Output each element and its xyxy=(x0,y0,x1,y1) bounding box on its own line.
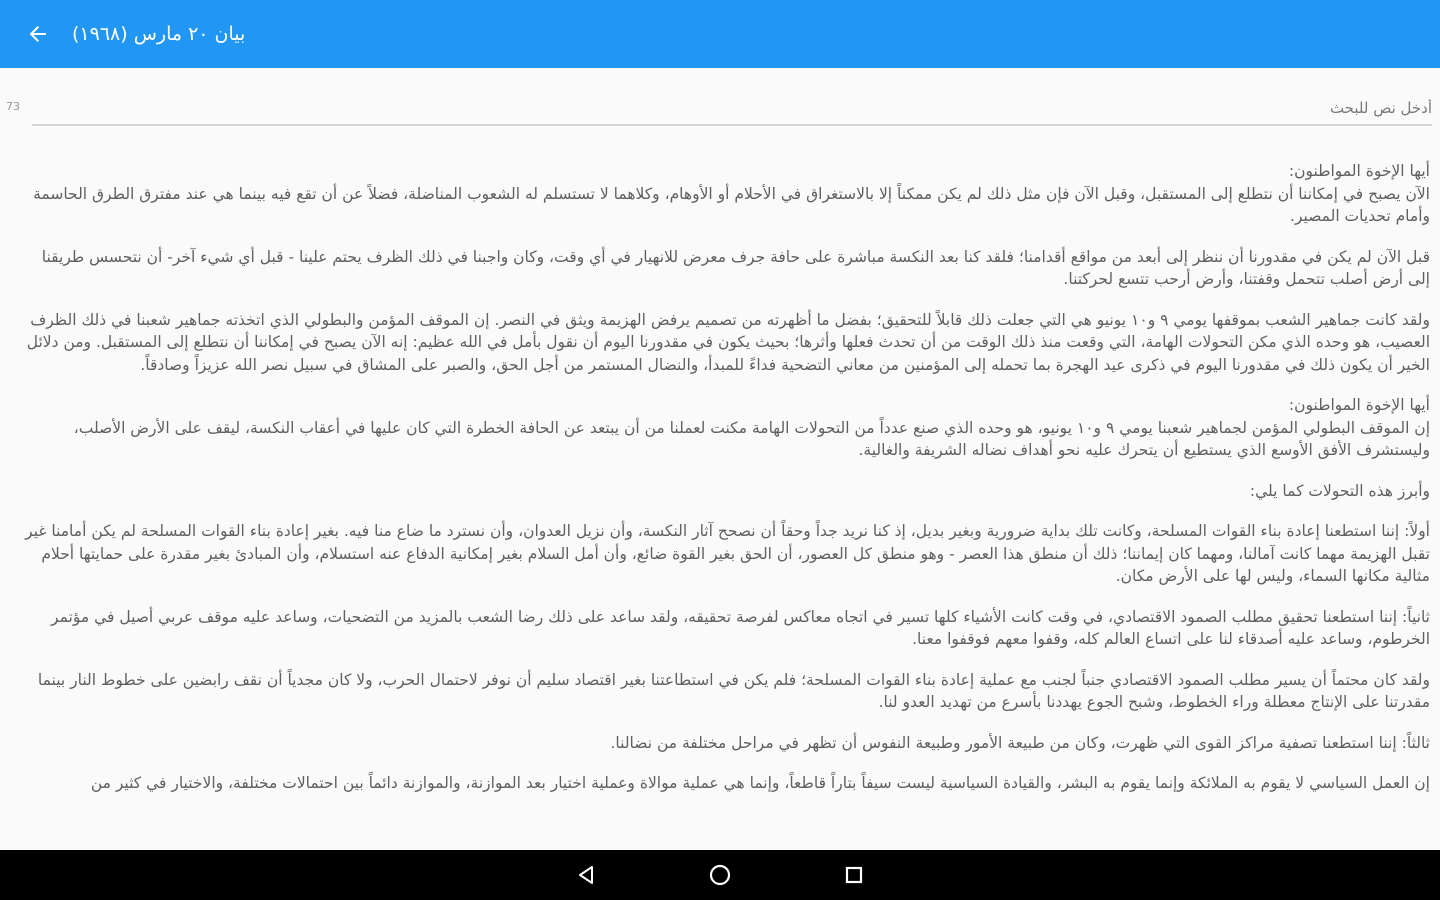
arrow-back-icon[interactable] xyxy=(22,18,54,50)
search-bar xyxy=(32,92,1432,130)
app-bar xyxy=(0,0,1440,68)
search-input[interactable] xyxy=(32,92,1432,126)
paragraph: أيها الإخوة المواطنون: الآن يصبح في إمكاننا أن نتطلع إلى المستقبل، وقبل الآن فإن مثل ذلك لم يكن ممكناً إلا بالاستغراق في الأحلام أو الأوهام، وكلاهما لا تستسلم له الشعوب المناضلة، فضلاً عن أن تقع فيه بينما هي عند مفترق الطرق الحاسمة وأمام تحديات المصير. xyxy=(33,162,1430,225)
paragraph: ولقد كان محتماً أن يسير مطلب الصمود الاقتصادي جنباً لجنب مع عملية إعادة بناء القوات المسلحة؛ فلم يكن في استطاعتنا بغير اقتصاد سليم أن نوفر لاحتمال الحرب، ولا كان مجدياً أن نقف رابضين على خطوط النار بينما مقدرتنا على الإنتاج معطلة وراء الخطوط، وشبح الجوع يهددنا بأسرع من تهديد العدو لنا. xyxy=(37,670,1430,711)
paragraph: أيها الإخوة المواطنون: إن الموقف البطولي المؤمن لجماهير شعبنا يومي ٩ و١٠ يونيو، هو وحده الذي صنع عدداً من التحولات الهامة مكنت لعملنا من أن يبتعد عن الحافة الخطرة التي كان عليها في أعقاب النكسة، ليقف على الأرض الأصلب، وليستشرف الأفق الأوسع الذي يستطيع أن يتحرك عليه نحو أهداف نضاله الشريفة والغالية. xyxy=(73,396,1430,459)
paragraph: وأبرز هذه التحولات كما يلي: xyxy=(1249,481,1430,500)
system-nav-bar xyxy=(0,850,1440,900)
nav-recents-square-icon[interactable] xyxy=(842,863,866,887)
paragraph: قبل الآن لم يكن في مقدورنا أن ننظر إلى أبعد من مواقع أقدامنا؛ فلقد كنا بعد النكسة مباشرة على حافة جرف معرض للانهيار في أي وقت، وكان واجبنا في ذلك الظرف يحتم علينا - قبل أي شيء آخر- أن نتحسس طريقنا إلى أرض أصلب تتحمل وقفتنا، وأرض أرحب تتسع لحركتنا. xyxy=(41,247,1430,288)
paragraph: إن العمل السياسي لا يقوم به الملائكة وإنما يقوم به البشر، والقيادة السياسية ليست سيفاً بتاراً قاطعاً، وإنما هي عملية موالاة وعملية اختيار بعد الموازنة، والموازنة دائماً بين احتمالات مختلفة، والاختيار في كثير من xyxy=(90,774,1430,792)
nav-back-triangle-icon[interactable] xyxy=(574,863,598,887)
paragraph: ثالثاً: إننا استطعنا تصفية مراكز القوى التي ظهرت، وكان من طبيعة الأمور وطبيعة النفوس أن تظهر في مراحل مختلفة من نضالنا. xyxy=(610,733,1430,752)
page-title: بيان ٢٠ مارس (١٩٦٨) xyxy=(72,23,246,45)
paragraph: أولاً: إننا استطعنا إعادة بناء القوات المسلحة، وكانت تلك بداية ضرورية وبغير بديل، إذ كنا نريد جداً وحقاً أن نصحح آثار النكسة، وأن نزيل العدوان، وأن نسترد ما ضاع منا فيه. بغير إعادة بناء القوات المسلحة لم يكن أمامنا غير تقبل الهزيمة مهما كانت آمالنا، ومهما كان إيماننا؛ ذلك أن منطق هذا العصر - وهو منطق كل العصور، أن الحق بغير القوة ضائع، وأن أمل السلام بغير إمكانية الدفاع عنه استسلام، وأن المبادئ بغير مقدرة على حمايتها أحلام مثالية مكانها السماء، وليس لها على الأرض مكان. xyxy=(25,522,1430,585)
document-content[interactable] xyxy=(16,160,1430,840)
search-counter: 73 xyxy=(6,100,20,113)
nav-home-circle-icon[interactable] xyxy=(708,863,732,887)
paragraph: ولقد كانت جماهير الشعب بموقفها يومي ٩ و١٠ يونيو هي التي جعلت ذلك قابلاً للتحقيق؛ بفضل ما أظهرته من تصميم يرفض الهزيمة ويثق في النصر. إن الموقف المؤمن والبطولي الذي اتخذته جماهير شعبنا في ذلك الظرف العصيب، هو وحده الذي مكن التحولات الهامة، التي وقعت منذ ذلك الوقت من أن تحدث فعلها وأثرها؛ بحيث يكون في مقدورنا اليوم أن نقول بأمل في الله عظيم: إنه الآن يصبح في إمكاننا أن نتطلع إلى المستقبل. ومن دلائل الخير أن يكون ذلك في مقدورنا اليوم في ذكرى عيد الهجرة بما تحمله إلى المؤمنين من معاني التضحية فداءً للمبدأ، والنضال المستمر من أجل الحق، والصبر على المشاق في سبيل نصر الله عزيزاً وصادقاً. xyxy=(26,310,1430,374)
paragraph: ثانياً: إننا استطعنا تحقيق مطلب الصمود الاقتصادي، في وقت كانت الأشياء كلها تسير في اتجاه معاكس لفرصة تحقيقه، ولقد ساعد على ذلك رضا الشعب بالمزيد من التضحيات، وساعد عليه موقف عربي أصيل في مؤتمر الخرطوم، وساعد عليه أصدقاء لنا على اتساع العالم كله، وقفوا معهم فوقفوا معنا. xyxy=(51,607,1430,648)
